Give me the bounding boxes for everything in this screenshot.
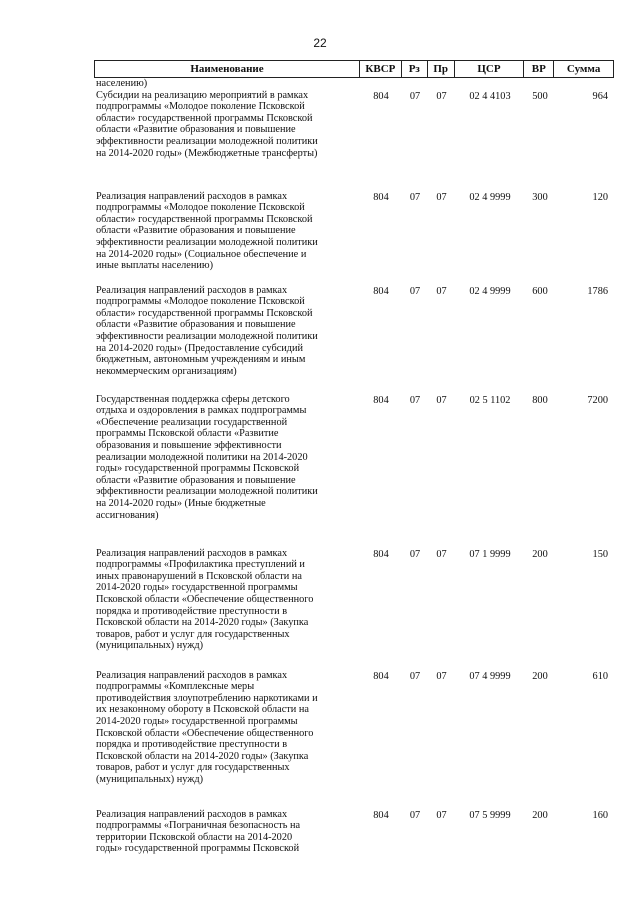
header-rz: Рз <box>402 61 428 77</box>
row-csr: 02 4 9999 <box>469 285 511 297</box>
table-row <box>94 394 614 548</box>
budget-table <box>94 60 614 865</box>
row-csr: 07 4 9999 <box>469 670 511 682</box>
row-pr: 07 <box>436 191 447 203</box>
row-rz: 07 <box>409 548 421 560</box>
row-csr: 07 1 9999 <box>469 548 511 560</box>
row-sum: 1786 <box>587 285 608 297</box>
row-kvsr: 804 <box>373 670 389 682</box>
row-kvsr: 804 <box>373 191 389 203</box>
row-pr: 07 <box>436 548 447 560</box>
row-name: Реализация направлений расходов в рамках подпрограммы «Молодое поколение Псковской области» государственной программы Псковской области «Развитие образования и повышение эффективности реализации молодежной политики на 2014-2020 годы» (Социальное обеспечение и иные выплаты населению) <box>96 190 318 272</box>
row-rz: 07 <box>409 90 421 102</box>
row-name: Реализация направлений расходов в рамках подпрограммы «Профилактика преступлений и иных правонарушений в Псковской области на 2014-2020 годы» государственной программы Псковской области «Обеспечение общественного порядка и противодействие преступности в Псковской области на 2014-2020 годы» (Закупка товаров, работ и услуг для государственных (муниципальных) нужд) <box>96 547 314 652</box>
table-body <box>94 78 614 865</box>
row-pr: 07 <box>436 809 447 821</box>
table-row <box>94 90 614 191</box>
row-kvsr: 804 <box>373 809 389 821</box>
row-rz: 07 <box>409 809 421 821</box>
row-name: Реализация направлений расходов в рамках подпрограммы «Молодое поколение Псковской области» государственной программы Псковской области «Развитие образования и повышение эффективности реализации молодежной политики на 2014-2020 годы» (Предоставление субсидий бюджетным, автономным учреждениям и иным некоммерческим организациям) <box>96 284 318 377</box>
header-pr: Пр <box>428 61 455 77</box>
table-row <box>94 670 614 809</box>
page-number: 22 <box>313 36 327 50</box>
row-name: Реализация направлений расходов в рамках подпрограммы «Пограничная безопасность на территории Псковской области на 2014-2020 годы» государственной программы Псковской <box>96 808 301 855</box>
header-name: Наименование <box>95 61 360 77</box>
header-kvsr: КВСР <box>360 61 402 77</box>
row-kvsr: 804 <box>373 548 389 560</box>
row-pr: 07 <box>436 670 447 682</box>
row-rz: 07 <box>409 394 421 406</box>
header-sum: Сумма <box>566 63 601 75</box>
row-vr: 300 <box>532 191 548 203</box>
row-csr: 02 5 1102 <box>469 394 511 406</box>
row-rz: 07 <box>409 191 421 203</box>
row-vr: 200 <box>532 809 548 821</box>
row-sum: 120 <box>592 191 608 203</box>
row-csr: 02 4 4103 <box>469 90 511 102</box>
row-sum: 964 <box>592 90 608 102</box>
row-vr: 200 <box>532 548 548 560</box>
row-vr: 200 <box>532 670 548 682</box>
row-sum: 610 <box>592 670 608 682</box>
row-sum: 7200 <box>587 394 608 406</box>
header-csr: ЦСР <box>455 61 525 77</box>
table-row <box>94 191 614 285</box>
row-vr: 500 <box>532 90 548 102</box>
row-pr: 07 <box>436 394 447 406</box>
table-row <box>94 285 614 394</box>
row-kvsr: 804 <box>373 285 389 297</box>
row-rz: 07 <box>409 285 421 297</box>
row-sum: 150 <box>592 548 608 560</box>
row-csr: 07 5 9999 <box>469 809 511 821</box>
row-name: Государственная поддержка сферы детского отдыха и оздоровления в рамках подпрограммы «Обеспечение реализации государственной программы Псковской области «Развитие образования и повышение эффективности реализации молодежной политики на 2014-2020 годы» государственной программы Псковской области «Развитие образования и повышение эффективности реализации молодежной политики на 2014-2020 годы» (Иные бюджетные ассигнования) <box>96 393 318 521</box>
row-kvsr: 804 <box>373 90 389 102</box>
table-row <box>94 548 614 670</box>
row-sum: 160 <box>592 809 608 821</box>
row-pr: 07 <box>436 90 447 102</box>
row-vr: 600 <box>532 285 548 297</box>
table-header <box>94 60 614 78</box>
row-vr: 800 <box>532 394 548 406</box>
row-name: Реализация направлений расходов в рамках подпрограммы «Комплексные меры противодействия злоупотреблению наркотиками и их незаконному обороту в Псковской области на 2014-2020 годы» государственной программы Псковской области «Обеспечение общественного порядка и противодействие преступности в Псковской области на 2014-2020 годы» (Закупка товаров, работ и услуг для государственных (муниципальных) нужд) <box>96 669 318 785</box>
table-row <box>94 809 614 865</box>
row-rz: 07 <box>409 670 421 682</box>
row-pr: 07 <box>436 285 447 297</box>
row-kvsr: 804 <box>373 394 389 406</box>
row-csr: 02 4 9999 <box>469 191 511 203</box>
header-vr: ВР <box>524 61 554 77</box>
row-name: Субсидии на реализацию мероприятий в рамках подпрограммы «Молодое поколение Псковской области» государственной программы Псковской области «Развитие образования и повышение эффективности реализации молодежной политики на 2014-2020 годы» (Межбюджетные трансферты) <box>96 89 318 159</box>
continuation-text: населению) <box>96 78 148 89</box>
